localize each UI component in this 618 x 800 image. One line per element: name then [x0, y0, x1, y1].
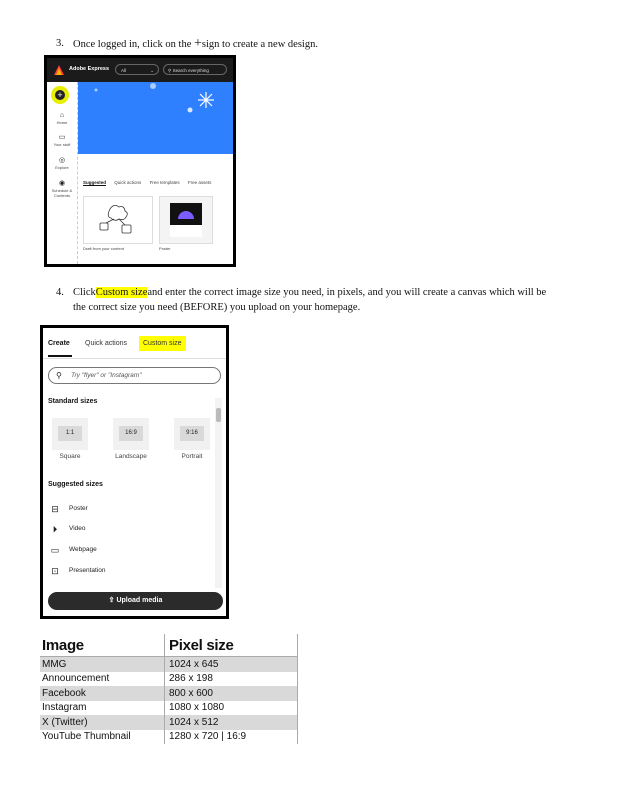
cell-image: X (Twitter)	[40, 715, 165, 730]
step-3-text-before: Once logged in, click on the	[73, 39, 195, 50]
size-portrait[interactable]	[174, 418, 210, 450]
plus-sign: +	[194, 36, 202, 51]
pixel-size-table	[40, 634, 298, 744]
table-row	[40, 730, 298, 745]
size-label-portrait: Portrait	[181, 453, 203, 460]
tab-suggested[interactable]: Suggested	[83, 180, 107, 185]
table-row	[40, 686, 298, 701]
hero-banner	[78, 82, 233, 154]
snowflake-decoration-icon	[78, 82, 233, 154]
standard-sizes-heading: Standard sizes	[48, 398, 98, 405]
size-square[interactable]	[52, 418, 88, 450]
step-4	[56, 285, 596, 317]
tab-free-templates[interactable]: Free templates	[149, 180, 180, 185]
step-3-text-after: sign to create a new design.	[201, 39, 318, 50]
poster-footer	[170, 225, 202, 237]
scrollbar[interactable]	[215, 398, 222, 588]
nav-label: Explore	[55, 165, 69, 170]
nav-label: Schedule & Contents	[51, 188, 73, 198]
search-icon: ⚲	[168, 68, 172, 73]
cell-size: 286 x 198	[165, 672, 298, 687]
cell-image: Announcement	[40, 672, 165, 687]
adobe-express-logo-icon	[54, 65, 64, 75]
screenshot-create-panel	[40, 325, 229, 619]
dropdown-value: All	[121, 68, 127, 73]
create-button[interactable]	[51, 86, 69, 104]
create-tabs	[43, 328, 226, 359]
cell-image: Instagram	[40, 701, 165, 716]
upload-media-button[interactable]	[48, 592, 223, 610]
poster-thumbnail	[170, 203, 202, 237]
suggested-label: Video	[69, 525, 86, 532]
search-icon: ⚲	[56, 371, 62, 380]
webpage-icon: ▭	[50, 545, 60, 555]
tab-custom-size[interactable]: Custom size	[139, 336, 186, 351]
plus-icon: +	[55, 90, 65, 100]
cloud-upload-icon: ⇪	[108, 597, 115, 604]
custom-size-highlight: Custom size	[95, 287, 148, 298]
ratio-label: 9:16	[180, 426, 204, 441]
sketch-illustration-icon	[84, 197, 152, 243]
step-number: 4.	[56, 287, 64, 298]
scrollbar-thumb[interactable]	[216, 408, 221, 422]
suggested-sizes-heading: Suggested sizes	[48, 481, 103, 488]
category-dropdown[interactable]	[115, 64, 159, 75]
step-number: 3.	[56, 38, 64, 49]
tab-quick-actions[interactable]: Quick actions	[85, 340, 128, 347]
search-placeholder: Search everything	[172, 68, 209, 73]
tab-quick-actions[interactable]: Quick actions	[114, 180, 142, 185]
size-landscape[interactable]	[113, 418, 149, 450]
template-search-input[interactable]	[48, 367, 221, 384]
cell-size: 800 x 600	[165, 686, 298, 701]
poster-icon: ⊟	[51, 504, 59, 514]
ratio-label: 1:1	[58, 426, 82, 441]
nav-your-stuff[interactable]	[49, 134, 75, 147]
folder-icon: ▭	[58, 134, 66, 141]
active-tab-underline	[48, 355, 72, 357]
brand-name: Adobe Express	[69, 66, 110, 72]
calendar-icon: ◉	[58, 180, 66, 187]
cell-size: 1080 x 1080	[165, 701, 298, 716]
suggested-label: Webpage	[69, 546, 97, 553]
size-label-square: Square	[59, 453, 81, 460]
tab-free-assets[interactable]: Free assets	[187, 180, 212, 185]
tab-create[interactable]: Create	[48, 340, 70, 347]
presentation-icon: ⊡	[51, 566, 59, 576]
nav-explore[interactable]	[49, 157, 75, 170]
card1-caption: Draft from your content	[83, 246, 124, 251]
step-4-line1: and enter the correct image size you need, in pixels, and you will create a canvas which will be	[147, 287, 547, 298]
cell-image: MMG	[40, 657, 165, 672]
table-row	[40, 715, 298, 730]
cell-image: YouTube Thumbnail	[40, 730, 165, 745]
cell-size: 1024 x 645	[165, 657, 298, 672]
upload-label: Upload media	[116, 597, 163, 604]
search-placeholder: Try "flyer" or "Instagram"	[71, 372, 142, 379]
nav-label: Your stuff	[53, 142, 71, 147]
card2-caption: Poster	[159, 246, 171, 251]
table-row	[40, 657, 298, 672]
header-pixel-size: Pixel size	[165, 634, 298, 657]
table-header-row	[40, 634, 298, 657]
search-input[interactable]	[163, 64, 227, 75]
suggested-label: Poster	[69, 505, 88, 512]
chevron-down-icon: ⌄	[150, 68, 154, 73]
table-row	[40, 672, 298, 687]
table-row	[40, 701, 298, 716]
left-nav	[47, 82, 78, 264]
suggested-label: Presentation	[69, 567, 106, 574]
suggestion-card-poster[interactable]	[159, 196, 213, 244]
step-4-line2: the correct size you need (BEFORE) you upload on your homepage.	[73, 302, 361, 313]
screenshot-adobe-express-home	[44, 55, 236, 267]
compass-icon: ◎	[58, 157, 66, 164]
cell-size: 1280 x 720 | 16:9	[165, 730, 298, 745]
video-icon: ⏵	[52, 524, 58, 534]
nav-schedule[interactable]	[49, 180, 75, 198]
suggestion-card-draft[interactable]	[83, 196, 153, 244]
nav-home[interactable]	[49, 112, 75, 125]
ratio-label: 16:9	[119, 426, 143, 441]
header-image: Image	[40, 634, 165, 657]
top-bar	[47, 58, 233, 82]
step-4-click: Click	[73, 287, 96, 298]
home-icon: ⌂	[59, 112, 65, 119]
poster-graphic	[178, 211, 194, 219]
home-tabs	[83, 180, 233, 186]
nav-label: Home	[56, 120, 68, 125]
cell-image: Facebook	[40, 686, 165, 701]
size-label-landscape: Landscape	[115, 453, 147, 460]
cell-size: 1024 x 512	[165, 715, 298, 730]
